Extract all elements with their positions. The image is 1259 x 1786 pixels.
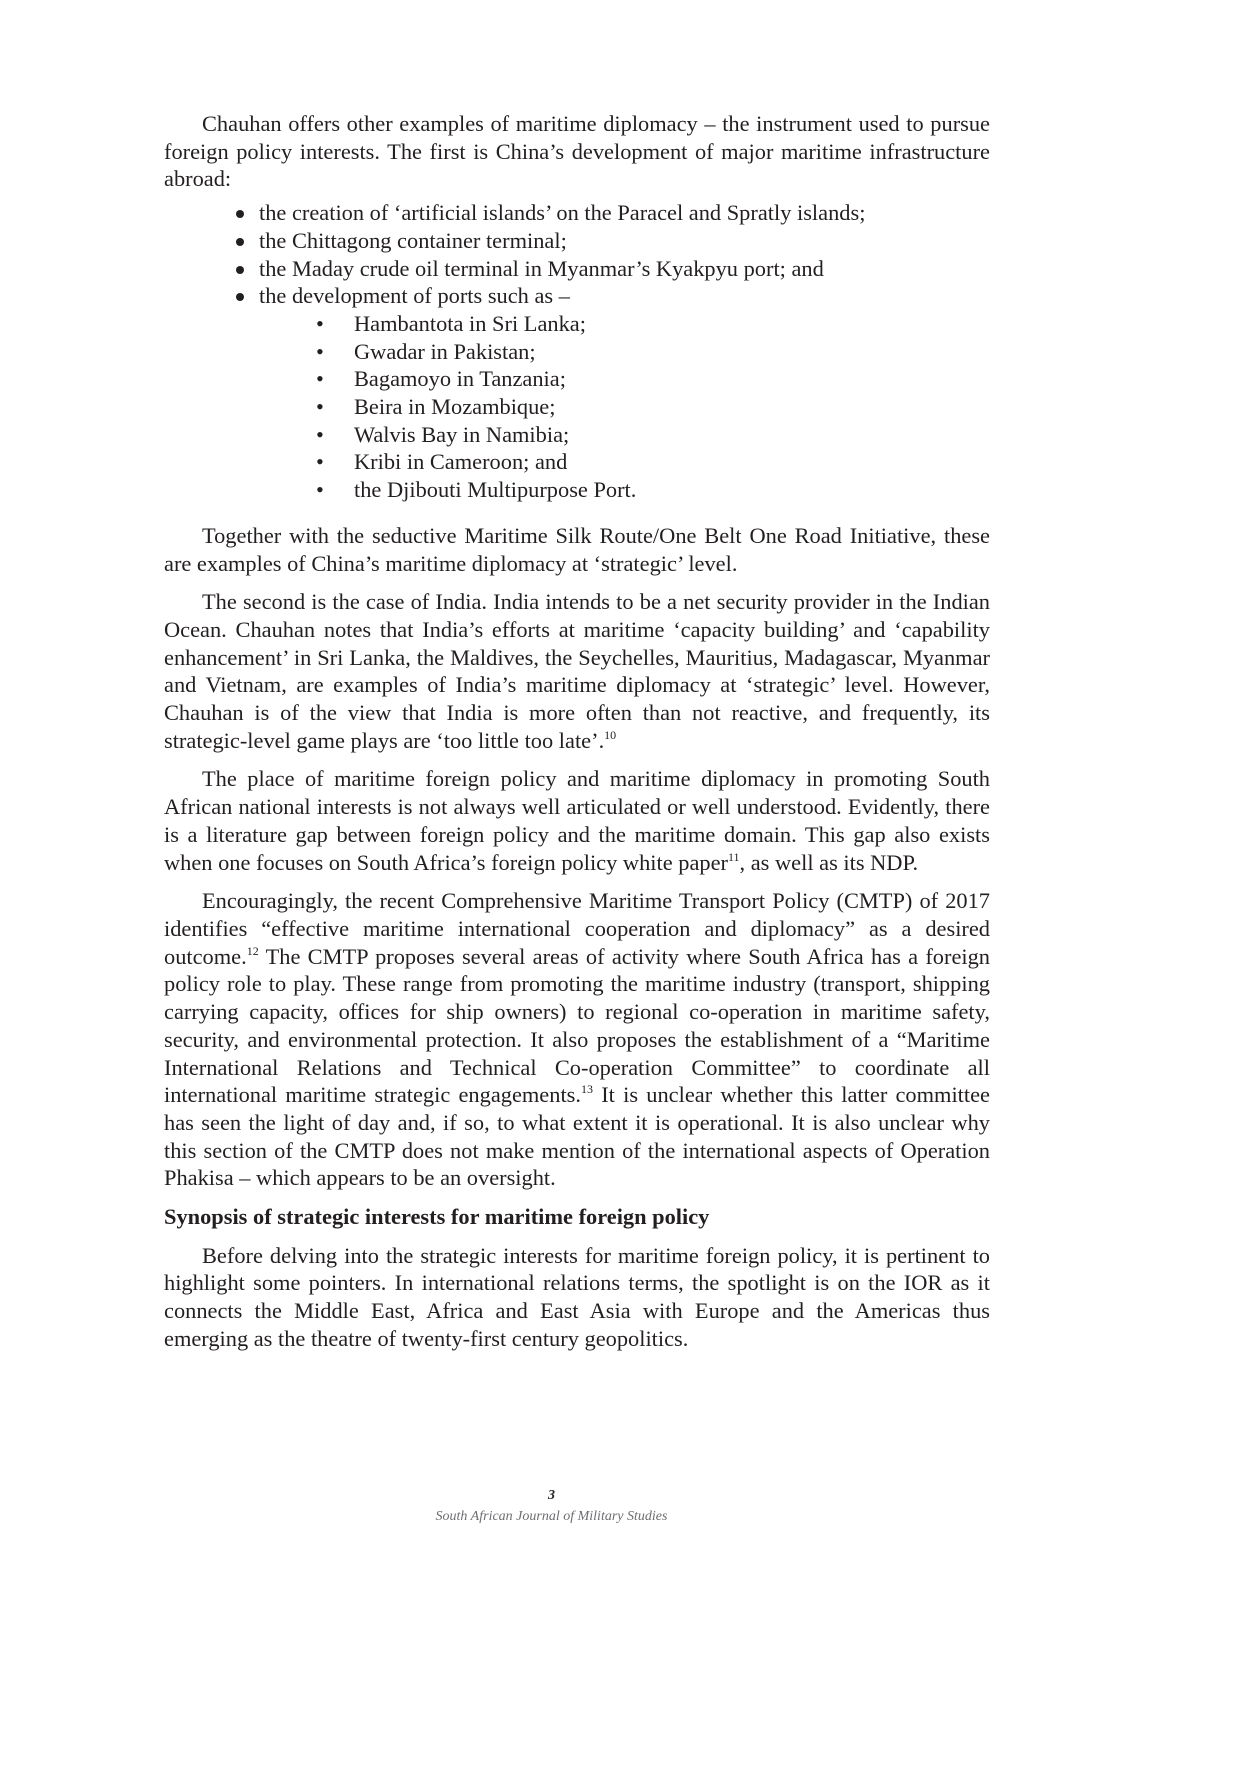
bullet-dot-icon: •	[316, 477, 324, 503]
paragraph-text: , as well as its NDP.	[739, 849, 919, 875]
paragraph-india-case	[164, 588, 990, 754]
bullet-dot-icon: •	[316, 449, 324, 475]
sublist-item	[316, 448, 990, 476]
paragraph-china-strategic-level: Together with the seductive Maritime Silk Route/One Belt One Road Initiative, these are examples of China’s maritime diplomacy at ‘strategic’ level.	[164, 522, 990, 576]
sublist-item	[316, 365, 990, 393]
list-item	[259, 227, 990, 255]
sublist-item-text: Kribi in Cameroon; and	[354, 449, 568, 475]
bullet-disc-icon	[236, 293, 244, 301]
bullet-disc-icon	[236, 210, 244, 218]
sublist-item	[316, 338, 990, 366]
journal-name: South African Journal of Military Studies	[435, 1509, 668, 1524]
sublist-item-text: the Djibouti Multipurpose Port.	[354, 477, 637, 503]
sublist-item	[316, 421, 990, 449]
sublist-item-text: Walvis Bay in Namibia;	[354, 421, 570, 447]
bullet-dot-icon: •	[316, 338, 324, 364]
bullet-dot-icon: •	[316, 310, 324, 336]
sublist-item	[316, 310, 990, 338]
paragraph-cmtp	[164, 887, 990, 1192]
footnote-marker: 10	[604, 727, 617, 742]
paragraph-strategic-interests-intro: Before delving into the strategic interests for maritime foreign policy, it is pertinent to highlight some pointers. In international relations terms, the spotlight is on the IOR as it connects the Middle East, Africa and East Asia with Europe and the Americas thus emerging as the theatre of twenty-first century geopolitics.	[164, 1242, 990, 1351]
sublist-item-text: Bagamoyo in Tanzania;	[354, 366, 566, 392]
bullet-dot-icon: •	[316, 421, 324, 447]
page-body	[164, 110, 990, 1353]
list-item	[259, 255, 990, 283]
list-item	[259, 199, 990, 227]
footnote-marker: 12	[246, 943, 259, 958]
list-item-text: the creation of ‘artificial islands’ on the Paracel and Spratly islands;	[259, 200, 866, 226]
paragraph-text: The place of maritime foreign policy and maritime diplomacy in promoting South African national interests is not always well articulated or well understood. Evidently, there is a literature gap between foreign policy and the maritime domain. This gap also exists when one focuses on South Africa’s foreign policy white paper	[164, 766, 990, 875]
sublist-item	[316, 393, 990, 421]
bullet-disc-icon	[236, 238, 244, 246]
ports-sublist	[259, 310, 990, 504]
list-item-text: the Maday crude oil terminal in Myanmar’s Kyakpyu port; and	[259, 255, 824, 281]
sublist-item	[316, 476, 990, 504]
china-infrastructure-list	[164, 199, 990, 504]
paragraph-maritime-diplomacy-examples: Chauhan offers other examples of maritime diplomacy – the instrument used to pursue foreign policy interests. The first is China’s development of major maritime infrastructure abroad:	[164, 111, 990, 192]
bullet-disc-icon	[236, 266, 244, 274]
paragraph-south-africa-foreign-policy	[164, 765, 990, 876]
sublist-item-text: Beira in Mozambique;	[354, 394, 556, 420]
list-item-text: the Chittagong container terminal;	[259, 227, 567, 253]
footnote-marker: 13	[580, 1082, 593, 1097]
sublist-item-text: Hambantota in Sri Lanka;	[354, 310, 586, 336]
paragraph-text: The CMTP proposes several areas of activity where South Africa has a foreign policy role to play. These range from promoting the maritime industry (transport, shipping carrying capacity, offices for ship owners) to regional co-operation in maritime safety, security, and environmental protection. It also proposes the establishment of a “Maritime International Relations and Technical Co-operation Committee” to coordinate all international maritime strategic engagements.	[164, 943, 990, 1108]
bullet-dot-icon: •	[316, 366, 324, 392]
bullet-dot-icon: •	[316, 394, 324, 420]
list-item-text: the development of ports such as –	[259, 283, 570, 309]
sublist-item-text: Gwadar in Pakistan;	[354, 338, 536, 364]
paragraph-text: It is unclear whether this latter committee has seen the light of day and, if so, to what extent it is operational. It is also unclear why this section of the CMTP does not make mention of the international aspects of Operation Phakisa – which appears to be an oversight.	[164, 1082, 990, 1191]
paragraph-text: The second is the case of India. India intends to be a net security provider in the Indian Ocean. Chauhan notes that India’s efforts at maritime ‘capacity building’ and ‘capability enhancement’ in Sri Lanka, the Maldives, the Seychelles, Mauritius, Madagascar, Myanmar and Vietnam, are examples of India’s maritime diplomacy at ‘strategic’ level. However, Chauhan is of the view that India is more often than not reactive, and frequently, its strategic-level game plays are ‘too little too late’.	[164, 589, 990, 753]
paragraph-text: Encouragingly, the recent Comprehensive Maritime Transport Policy (CMTP) of 2017 identifies “effective maritime international cooperation and diplomacy” as a desired outcome.	[164, 888, 990, 969]
page-number: 3	[548, 1488, 555, 1503]
list-item	[259, 282, 990, 504]
section-heading: Synopsis of strategic interests for maritime foreign policy	[164, 1204, 710, 1230]
footnote-marker: 11	[727, 849, 740, 864]
